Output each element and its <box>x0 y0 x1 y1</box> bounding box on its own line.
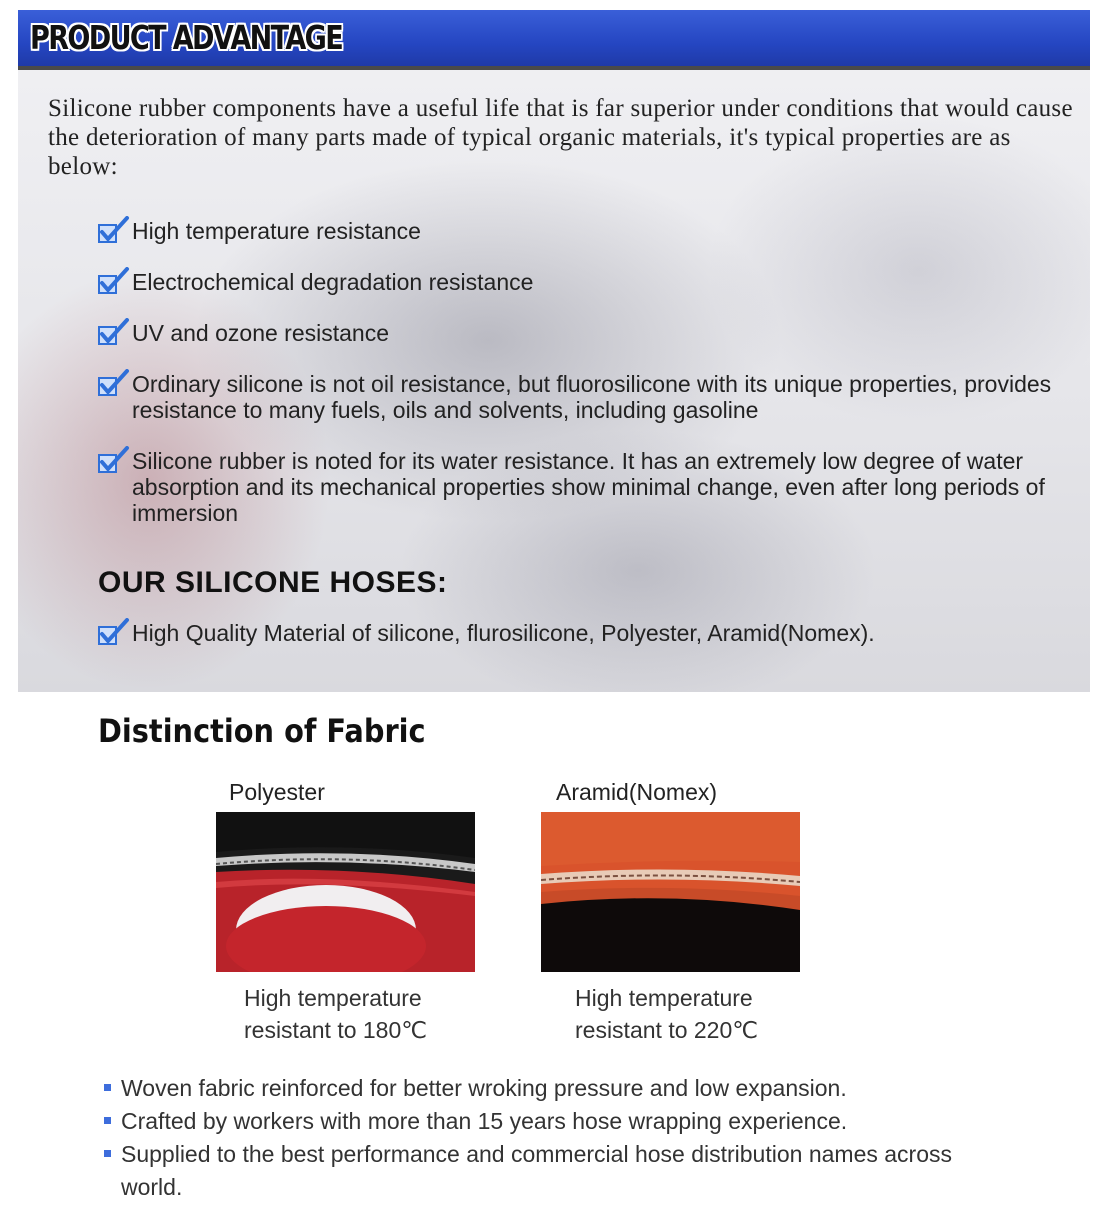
aramid-desc-line2: resistant to 220℃ <box>575 1017 759 1043</box>
bullet-square-icon <box>104 1117 111 1124</box>
polyester-description <box>244 982 427 1046</box>
properties-list <box>98 218 1078 526</box>
feature-item <box>104 1105 1004 1138</box>
features-list <box>104 1072 1004 1204</box>
aramid-desc-line1: High temperature <box>575 985 753 1011</box>
checkbox-check-icon <box>98 216 130 244</box>
aramid-hose-image <box>541 812 800 972</box>
bullet-square-icon <box>104 1084 111 1091</box>
fabric-section-title: Distinction of Fabric <box>98 712 426 750</box>
checkbox-check-icon <box>98 446 130 474</box>
banner-title: PRODUCT ADVANTAGE <box>30 18 343 57</box>
feature-text: Supplied to the best performance and commercial hose distribution names across world. <box>121 1141 952 1200</box>
property-text: High temperature resistance <box>132 218 421 244</box>
property-text: Electrochemical degradation resistance <box>132 269 534 295</box>
feature-item <box>104 1072 1004 1105</box>
polyester-label: Polyester <box>229 779 325 805</box>
polyester-desc-line1: High temperature <box>244 985 422 1011</box>
checkbox-check-icon <box>98 318 130 346</box>
feature-text: Crafted by workers with more than 15 years hose wrapping experience. <box>121 1108 848 1134</box>
feature-item <box>104 1138 1004 1204</box>
aramid-label: Aramid(Nomex) <box>556 779 718 805</box>
aramid-description <box>575 982 758 1046</box>
product-advantage-panel <box>18 10 1090 692</box>
property-item <box>98 218 1078 244</box>
property-item <box>98 448 1078 526</box>
property-text: UV and ozone resistance <box>132 320 389 346</box>
property-item <box>98 269 1078 295</box>
checkbox-check-icon <box>98 267 130 295</box>
polyester-hose-image <box>216 812 475 972</box>
property-item <box>98 320 1078 346</box>
property-item <box>98 371 1078 423</box>
hoses-material-text: High Quality Material of silicone, flurosilicone, Polyester, Aramid(Nomex). <box>132 620 875 646</box>
hoses-material-item <box>98 620 1090 646</box>
property-text: Ordinary silicone is not oil resistance, but fluorosilicone with its unique properties, provides resistance to many fuels, oils and solvents, including gasoline <box>132 371 1052 423</box>
property-text: Silicone rubber is noted for its water resistance. It has an extremely low degree of water absorption and its mechanical properties show minimal change, even after long periods of immersion <box>132 448 1045 526</box>
header-banner <box>18 10 1090 70</box>
intro-paragraph: Silicone rubber components have a useful life that is far superior under conditions that would cause the deterioration of many parts made of typical organic materials, it's typical properties are as below: <box>48 95 1073 180</box>
checkbox-check-icon <box>98 618 130 646</box>
bullet-square-icon <box>104 1150 111 1157</box>
silicone-hoses-heading: OUR SILICONE HOSES: <box>98 566 448 599</box>
feature-text: Woven fabric reinforced for better wroking pressure and low expansion. <box>121 1075 847 1101</box>
checkbox-check-icon <box>98 369 130 397</box>
polyester-desc-line2: resistant to 180℃ <box>244 1017 428 1043</box>
